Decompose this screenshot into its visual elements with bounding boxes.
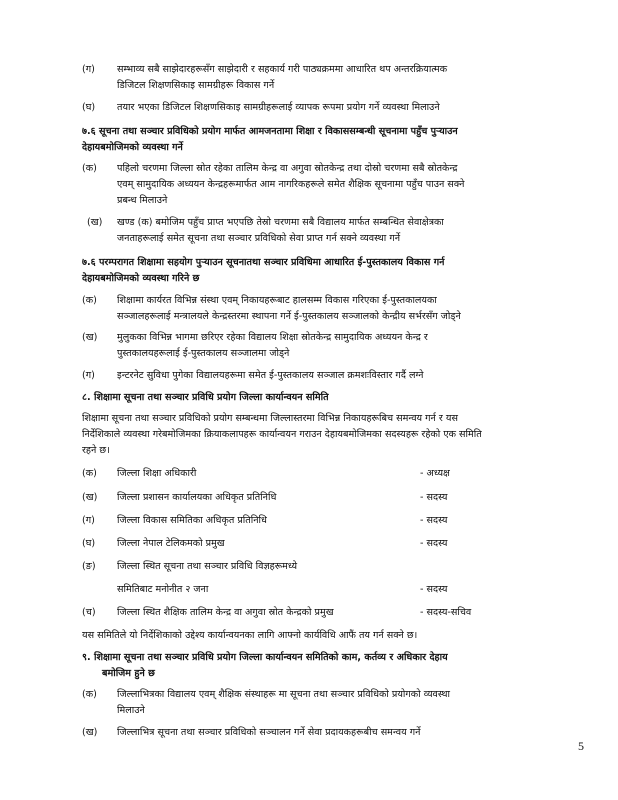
section-heading [0, 390, 618, 406]
committee-label: (ङ) [82, 561, 96, 572]
item-text: जिल्लाभित्र सूचना तथा सञ्चार प्रविधिको सञ्चालन गर्ने सेवा प्रदायकहरूबीच समन्वय गर्ने [117, 727, 421, 738]
item-text: जिल्लाभित्रका विद्यालय एवम् शैक्षिक संस्थाहरू मा सूचना तथा सञ्चार प्रविधिको प्रयोगको व्यवस्था [117, 689, 451, 700]
committee-row [0, 536, 618, 552]
committee-row [0, 513, 618, 529]
committee-member: जिल्ला प्रशासन कार्यालयका अधिकृत प्रतिनिधि [117, 492, 277, 503]
committee-member: जिल्ला स्थित शैक्षिक तालिम केन्द्र वा अगुवा स्रोत केन्द्रको प्रमुख [117, 607, 334, 618]
item-label: (ख) [82, 727, 98, 738]
paragraph-text: शिक्षामा सूचना तथा सञ्चार प्रविधिको प्रयोग सम्बन्धमा जिल्लास्तरमा विभिन्न निकायहरूबिच समन्वय गर्न र यस [82, 413, 458, 424]
list-item [0, 161, 618, 177]
committee-row [0, 466, 618, 482]
list-item-continuation [0, 193, 618, 209]
item-text: तयार भएका डिजिटल शिक्षणसिकाइ सामग्रीहरूलाई व्यापक रूपमा प्रयोग गर्ने व्यवस्था मिलाउने [117, 102, 440, 113]
item-label: (क) [82, 689, 97, 700]
committee-role: - सदस्य [420, 538, 448, 549]
committee-row [0, 490, 618, 506]
item-text: एवम् सामुदायिक अध्ययन केन्द्रहरूमार्फत आम नागरिकहरूले समेत शैक्षिक सूचनामा पहुँच पाउन सक्ने [117, 179, 465, 190]
item-text: इन्टरनेट सुविधा पुगेका विद्यालयहरूमा समेत ई-पुस्तकालय सञ्जाल क्रमशःविस्तार गर्दै लग्ने [117, 370, 424, 381]
section-heading [0, 255, 618, 271]
committee-member: जिल्ला विकास समितिका अधिकृत प्रतिनिधि [117, 515, 267, 526]
paragraph-text: निर्देशिकाले व्यवस्था गरेबमोजिमका क्रियाकलापहरू कार्यान्वयन गराउन देहायबमोजिमका सदस्यहरू रहेको एक समिति [82, 429, 482, 440]
list-item [0, 330, 618, 346]
committee-label: (ग) [82, 515, 95, 526]
paragraph-line [0, 427, 618, 443]
list-item [0, 687, 618, 703]
committee-role: - सदस्य [420, 515, 448, 526]
heading-text: ८. शिक्षामा सूचना तथा सञ्चार प्रविधि प्रयोग जिल्ला कार्यान्वयन समिति [82, 392, 329, 403]
committee-row [0, 605, 618, 621]
paragraph-line [0, 628, 618, 644]
item-text: जनताहरूलाई समेत सूचना तथा सञ्चार प्रविधिको सेवा प्राप्त गर्न सक्ने व्यवस्था गर्ने [117, 233, 401, 244]
item-text: सञ्जालहरूलाई मन्त्रालयले केन्द्रस्तरमा स्थापना गर्ने ई-पुस्तकालय सञ्जालको केन्द्रीय सर्भरसँग जोड्ने [117, 311, 461, 322]
committee-row [0, 559, 618, 575]
committee-row [0, 582, 618, 598]
item-text: मिलाउने [117, 705, 145, 716]
committee-member: जिल्ला स्थित सूचना तथा सञ्चार प्रविधि विज्ञहरूमध्ये [117, 561, 298, 572]
committee-role: - सदस्य-सचिव [420, 607, 472, 618]
committee-member: जिल्ला शिक्षा अधिकारी [117, 468, 197, 479]
list-item-continuation [0, 346, 618, 362]
list-item [0, 725, 618, 741]
committee-role: - सदस्य [420, 492, 448, 503]
list-item [0, 100, 618, 116]
item-text: शिक्षामा कार्यरत विभिन्न संस्था एवम् निकायहरूबाट हालसम्म विकास गरिएका ई-पुस्तकालयका [117, 295, 437, 306]
item-text: पहिलो चरणमा जिल्ला स्रोत रहेका तालिम केन्द्र वा अगुवा स्रोतकेन्द्र तथा दोस्रो चरणमा सबै स्रोतकेन्द्र [117, 163, 458, 174]
item-text: सम्भाव्य सबै साझेदारहरूसँग साझेदारी र सहकार्य गरी पाठ्यक्रममा आधारित थप अन्तरक्रियात्मक [117, 64, 448, 75]
heading-text: ७.६ सूचना तथा सञ्चार प्रविधिको प्रयोग मार्फत आमजनतामा शिक्षा र विकाससम्बन्धी सूचनामा पहुँच पुऱ्याउन [82, 126, 458, 137]
heading-text: देहायबमोजिमको व्यवस्था गरिने छ [82, 273, 200, 284]
committee-label: (क) [82, 468, 97, 479]
section-heading-continuation [0, 271, 618, 287]
heading-text: ७.६ परम्परागत शिक्षामा सहयोग पुऱ्याउन सूचनातथा सञ्चार प्रविधिमा आधारित ई-पुस्तकालय विकास गर्न [82, 257, 445, 268]
item-label: (क) [82, 163, 97, 174]
list-item [0, 293, 618, 309]
heading-text: ९. शिक्षामा सूचना तथा सञ्चार प्रविधि प्रयोग जिल्ला कार्यान्वयन समितिको काम, कर्तव्य र अधिकार देहाय [82, 652, 448, 663]
page-number: 5 [578, 739, 584, 753]
item-label: (घ) [82, 102, 96, 113]
committee-label: (ख) [82, 492, 98, 503]
committee-member: समितिबाट मनोनीत २ जना [117, 584, 209, 595]
section-heading-continuation [0, 140, 618, 156]
list-item-continuation [0, 703, 618, 719]
heading-text: देहायबमोजिमको व्यवस्था गर्ने [82, 142, 183, 153]
list-item-continuation [0, 78, 618, 94]
committee-member: जिल्ला नेपाल टेलिकमको प्रमुख [117, 538, 225, 549]
item-label: (ख) [82, 332, 98, 343]
section-heading [0, 124, 618, 140]
item-label: (ख) [87, 217, 103, 228]
paragraph-line [0, 411, 618, 427]
list-item [0, 368, 618, 384]
committee-label: (च) [82, 607, 96, 618]
list-item-continuation [0, 177, 618, 193]
item-text: खण्ड (क) बमोजिम पहुँच प्राप्त भएपछि तेस्रो चरणमा सबै विद्यालय मार्फत सम्बन्धित सेवाक्षेत्रका [117, 217, 444, 228]
item-text: मुलुकका विभिन्न भागमा छरिएर रहेका विद्यालय शिक्षा स्रोतकेन्द्र सामुदायिक अध्ययन केन्द्र र [117, 332, 428, 343]
paragraph-text: रहने छ। [82, 445, 110, 456]
committee-role: - अध्यक्ष [420, 468, 450, 479]
item-label: (क) [82, 295, 97, 306]
list-item-continuation [0, 309, 618, 325]
heading-text: बमोजिम हुने छ [102, 668, 155, 679]
committee-role: - सदस्य [420, 584, 448, 595]
list-item [0, 215, 618, 231]
item-text: प्रबन्ध मिलाउने [117, 195, 168, 206]
paragraph-text: यस समितिले यो निर्देशिकाको उद्देश्य कार्यान्वयनका लागि आफ्नो कार्यविधि आफैं तय गर्न सक्ने छ। [82, 630, 418, 641]
list-item [0, 62, 618, 78]
item-label: (ग) [82, 64, 95, 75]
list-item-continuation [0, 231, 618, 247]
committee-label: (घ) [82, 538, 96, 549]
item-text: पुस्तकालयहरूलाई ई-पुस्तकालय सञ्जालमा जोड्ने [117, 348, 290, 359]
item-label: (ग) [82, 370, 95, 381]
section-heading [0, 650, 618, 666]
section-heading-continuation [0, 666, 618, 682]
item-text: डिजिटल शिक्षणसिकाइ सामग्रीहरू विकास गर्ने [117, 80, 275, 91]
paragraph-line [0, 443, 618, 459]
